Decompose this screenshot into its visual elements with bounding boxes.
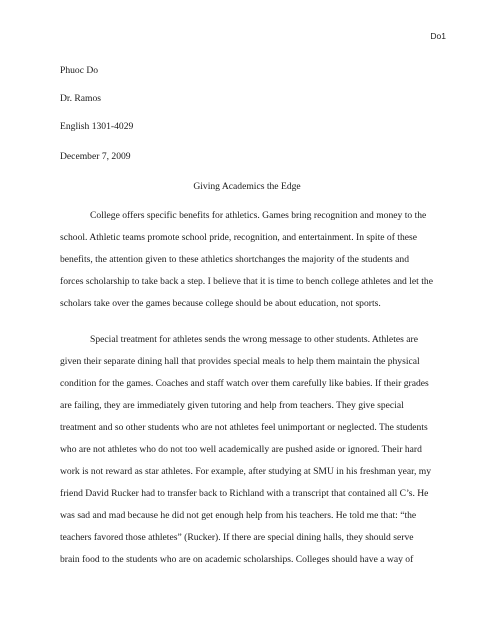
paragraph-2 [60, 334, 439, 576]
course-number: English 1301-4029 [60, 121, 134, 132]
paragraph-line: College offers specific benefits for athletics. Games bring recognition and money to the [90, 210, 427, 221]
paragraph-line: Special treatment for athletes sends the wrong message to other students. Athletes are [90, 334, 418, 345]
paragraph-line: school. Athletic teams promote school pride, recognition, and entertainment. In spite of these [60, 232, 418, 243]
date: December 7, 2009 [60, 151, 131, 162]
paragraph-1 [60, 210, 439, 320]
paragraph-line: was sad and mad because he did not get enough help from his teachers. He told me that: “the [60, 510, 417, 521]
instructor-name: Dr. Ramos [60, 93, 102, 104]
running-header: Do1 [430, 31, 446, 41]
paragraph-line: given their separate dining hall that provides special meals to help them maintain the physical [60, 356, 420, 367]
paragraph-line: forces scholarship to take back a step. I believe that it is time to bench college athletes and let the [60, 276, 433, 287]
paragraph-line: condition for the games. Coaches and staff watch over them carefully like babies. If their grades [60, 378, 429, 389]
essay-title: Giving Academics the Edge [193, 181, 301, 192]
student-name: Phuoc Do [60, 65, 99, 76]
paragraph-line: scholars take over the games because college should be about education, not sports. [60, 298, 381, 309]
paragraph-line: benefits, the attention given to these athletics shortchanges the majority of the students and [60, 254, 410, 265]
paragraph-line: who are not athletes who do not too well academically are pushed aside or ignored. Their hard [60, 444, 422, 455]
paragraph-line: teachers favored those athletes” (Rucker). If there are special dining halls, they should serve [60, 532, 414, 543]
paragraph-line: are failing, they are immediately given tutoring and help from teachers. They give special [60, 400, 404, 411]
paragraph-line: brain food to the students who are on academic scholarships. Colleges should have a way of [60, 554, 414, 565]
paragraph-line: friend David Rucker had to transfer back to Richland with a transcript that contained all C’s. He [60, 488, 429, 499]
paragraph-line: treatment and so other students who are not athletes feel unimportant or neglected. The students [60, 422, 428, 433]
paragraph-line: work is not reward as star athletes. For example, after studying at SMU in his freshman year, my [60, 466, 432, 477]
